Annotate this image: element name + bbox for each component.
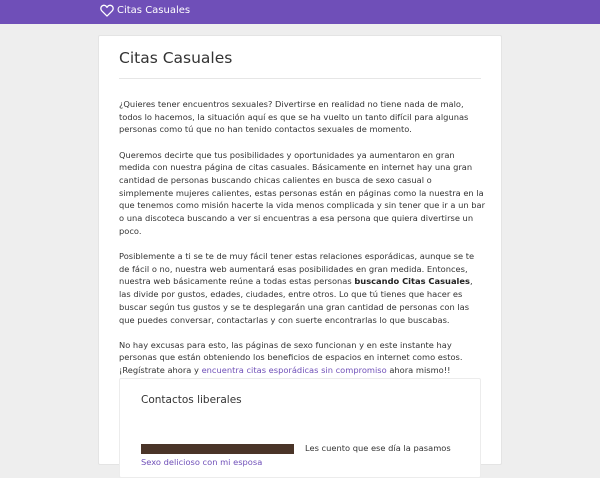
brand-link[interactable] bbox=[100, 4, 190, 17]
post-thumbnail[interactable] bbox=[141, 444, 294, 454]
post-snippet: Les cuento que ese día la pasamos bbox=[305, 443, 451, 453]
page-title: Citas Casuales bbox=[119, 49, 233, 67]
brand-label: Citas Casuales bbox=[117, 5, 191, 16]
paragraph-intro: ¿Quieres tener encuentros sexuales? Divertirse en realidad no tiene nada de malo, todos lo hacemos, la situación aquí es que se ha vuelto un tanto difícil para algunas personas como tú que no han tenido contactos sexuales de momento. bbox=[119, 99, 469, 135]
paragraph-call-to-action bbox=[119, 339, 485, 377]
contacts-title: Contactos liberales bbox=[141, 394, 242, 406]
article-body bbox=[119, 98, 485, 389]
contact-post-link[interactable]: Sexo delicioso con mi esposa bbox=[141, 457, 263, 467]
contacts-section bbox=[119, 378, 481, 478]
paragraph-opportunities: Queremos decirte que tus posibilidades y oportunidades ya aumentaron en gran medida con nuestra página de citas casuales. Básicamente en internet hay una gran cantidad de personas buscando chicas calientes en busca de sexo casual o simplemente mujeres calientes, estas personas están en páginas como la nuestra en la que tenemos como misión hacerte la vida menos complicada y sin tener que ir a un bar o una discoteca buscando a ver si encuentras a esa persona que quiera divertirse un poco. bbox=[119, 149, 485, 236]
keyword-bold: buscando Citas Casuales bbox=[354, 276, 470, 287]
paragraph-text: Posiblemente a ti se te de muy fácil tener estas relaciones esporádicas, aunque se te de fácil o no, nuestra web aumentará esas posibilidades en gran medida. Entonces, nuestra web básicamente reúne a todas estas personas bbox=[119, 251, 475, 287]
title-divider bbox=[119, 78, 481, 79]
heart-icon bbox=[100, 4, 114, 17]
paragraph-text: , las divide por gustos, edades, ciudades, entre otros. Lo que tú tienes que hacer es buscar según tus gustos y se te desplegarán una gran cantidad de personas con las que puedes conversar, contactarlas y con suerte encontrarlas lo que buscabas. bbox=[119, 276, 473, 325]
paragraph-how-it-works bbox=[119, 250, 485, 326]
content-card bbox=[98, 35, 502, 465]
paragraph-text: ahora mismo!! bbox=[386, 365, 451, 376]
paragraph-text: No hay excusas para esto, las páginas de sexo funcionan y en este instante hay personas que están obteniendo los beneficios de espacios en internet como estos. ¡Regístrate ahora y bbox=[119, 339, 463, 376]
casual-dates-link[interactable]: encuentra citas esporádicas sin compromiso bbox=[201, 365, 387, 376]
top-navbar bbox=[0, 0, 600, 24]
